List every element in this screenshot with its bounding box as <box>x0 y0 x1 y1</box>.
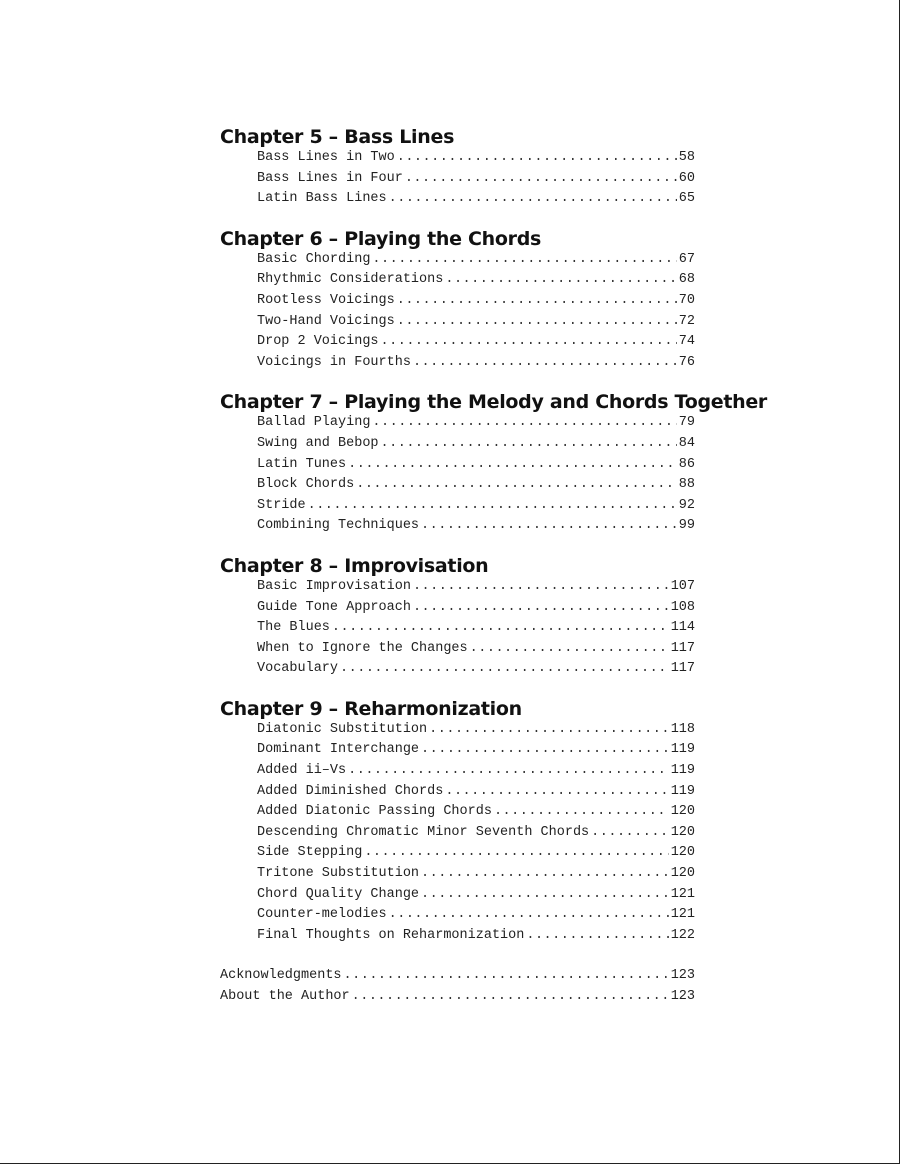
toc-entry <box>257 845 695 866</box>
entry-page-number: 68 <box>678 272 695 288</box>
dot-leader <box>421 866 669 881</box>
dot-leader <box>397 314 677 329</box>
toc-entry <box>257 825 695 846</box>
entry-page-number: 123 <box>670 968 695 984</box>
entry-label: Vocabulary <box>257 661 339 677</box>
dot-leader <box>405 171 677 186</box>
dot-leader <box>389 907 669 922</box>
toc-entry <box>257 722 695 743</box>
entry-label: Latin Bass Lines <box>257 191 387 207</box>
toc-entry <box>257 804 695 825</box>
entry-page-number: 120 <box>670 845 695 861</box>
entry-page-number: 108 <box>670 599 695 615</box>
dot-leader <box>413 600 669 615</box>
toc-entry <box>220 989 695 1010</box>
entry-label: Chord Quality Change <box>257 886 420 902</box>
chapter-title: Chapter 5 – Bass Lines <box>220 126 455 148</box>
toc-entry <box>257 457 695 478</box>
entry-label: Ballad Playing <box>257 415 371 431</box>
dot-leader <box>421 887 669 902</box>
toc-entry <box>257 518 695 539</box>
entry-page-number: 70 <box>678 292 695 308</box>
entry-page-number: 74 <box>678 334 695 350</box>
entry-page-number: 119 <box>670 742 695 758</box>
dot-leader <box>413 355 677 370</box>
entry-label: The Blues <box>257 620 330 636</box>
toc-entry <box>257 784 695 805</box>
entry-label: Swing and Bebop <box>257 435 379 451</box>
toc-entry <box>257 415 695 436</box>
toc-entry <box>257 579 695 600</box>
chapter-title: Chapter 6 – Playing the Chords <box>220 227 542 250</box>
entry-page-number: 120 <box>670 824 695 840</box>
entry-label: Block Chords <box>257 477 355 493</box>
entry-page-number: 123 <box>670 989 695 1004</box>
dot-leader <box>389 191 677 206</box>
dot-leader <box>591 825 669 840</box>
toc-entry <box>257 887 695 908</box>
chapter-entries <box>220 579 695 682</box>
entry-label: Basic Improvisation <box>257 578 411 594</box>
toc-entry <box>257 600 695 621</box>
entry-page-number: 76 <box>678 354 695 370</box>
entry-page-number: 119 <box>670 763 695 779</box>
entry-label: About the Author <box>220 989 350 1004</box>
toc-entry <box>257 293 695 314</box>
chapter-title: Chapter 9 – Reharmonization <box>220 697 522 720</box>
dot-leader <box>397 293 677 308</box>
entry-page-number: 60 <box>678 170 695 186</box>
chapter-entries <box>220 415 695 539</box>
chapter-title: Chapter 7 – Playing the Melody and Chords Together <box>220 391 768 414</box>
toc-entry <box>257 620 695 641</box>
toc-entry <box>257 866 695 887</box>
toc-entry <box>257 252 695 273</box>
chapter-entries <box>220 252 695 376</box>
entry-label: Combining Techniques <box>257 518 420 534</box>
entry-label: Bass Lines in Two <box>257 150 395 165</box>
toc-entry <box>257 150 695 171</box>
entry-page-number: 117 <box>670 640 695 656</box>
dot-leader <box>445 784 668 799</box>
chapter-8-section <box>220 553 750 682</box>
chapter-7-section <box>220 389 768 539</box>
entry-page-number: 72 <box>678 313 695 329</box>
toc-entry <box>257 334 695 355</box>
dot-leader <box>470 641 669 656</box>
entry-label: Side Stepping <box>257 845 363 861</box>
toc-entry <box>257 355 695 376</box>
entry-label: Drop 2 Voicings <box>257 334 379 350</box>
table-of-contents <box>220 124 768 1024</box>
entry-page-number: 67 <box>678 251 695 267</box>
entry-page-number: 117 <box>670 661 695 677</box>
dot-leader <box>445 272 676 287</box>
entry-label: Dominant Interchange <box>257 742 420 758</box>
toc-entry <box>257 477 695 498</box>
entry-label: Added Diatonic Passing Chords <box>257 804 492 820</box>
entry-page-number: 99 <box>678 518 695 534</box>
chapter-9-section <box>220 696 750 949</box>
dot-leader <box>348 457 677 472</box>
entry-page-number: 121 <box>670 886 695 902</box>
dot-leader <box>381 334 677 349</box>
entry-label: Two-Hand Voicings <box>257 313 395 329</box>
chapter-title: Chapter 8 – Improvisation <box>220 554 489 577</box>
backmatter-entries <box>220 968 695 1009</box>
entry-label: Voicings in Fourths <box>257 354 411 370</box>
entry-label: Acknowledgments <box>220 968 342 984</box>
entry-page-number: 84 <box>678 435 695 451</box>
chapter-entries <box>220 150 695 212</box>
entry-label: Guide Tone Approach <box>257 599 411 615</box>
toc-entry <box>257 763 695 784</box>
dot-leader <box>372 415 676 430</box>
chapter-5-section <box>220 124 750 212</box>
backmatter-section <box>220 968 750 1009</box>
entry-page-number: 120 <box>670 866 695 882</box>
entry-page-number: 88 <box>678 477 695 493</box>
dot-leader <box>397 150 677 165</box>
entry-label: When to Ignore the Changes <box>257 640 468 656</box>
entry-page-number: 107 <box>670 578 695 594</box>
entry-label: Added Diminished Chords <box>257 783 444 799</box>
entry-page-number: 122 <box>670 927 695 943</box>
toc-entry <box>257 498 695 519</box>
entry-page-number: 121 <box>670 907 695 923</box>
toc-entry <box>257 314 695 335</box>
dot-leader <box>421 518 677 533</box>
toc-entry <box>257 171 695 192</box>
entry-page-number: 79 <box>678 415 695 431</box>
entry-label: Bass Lines in Four <box>257 170 403 186</box>
dot-leader <box>381 436 677 451</box>
toc-entry <box>257 742 695 763</box>
entry-label: Rootless Voicings <box>257 292 395 308</box>
entry-label: Basic Chording <box>257 251 371 267</box>
chapter-6-section <box>220 226 750 376</box>
dot-leader <box>526 928 668 943</box>
toc-entry <box>257 436 695 457</box>
entry-label: Rhythmic Considerations <box>257 272 444 288</box>
toc-entry <box>257 661 695 682</box>
entry-label: Tritone Substitution <box>257 866 420 882</box>
entry-page-number: 120 <box>670 804 695 820</box>
dot-leader <box>413 579 669 594</box>
entry-label: Added ii–Vs <box>257 763 347 779</box>
dot-leader <box>308 498 677 513</box>
dot-leader <box>340 661 669 676</box>
dot-leader <box>356 477 677 492</box>
dot-leader <box>364 845 668 860</box>
toc-entry <box>220 968 695 989</box>
entry-page-number: 92 <box>678 497 695 513</box>
entry-page-number: 114 <box>670 620 695 636</box>
entry-page-number: 86 <box>678 456 695 472</box>
dot-leader <box>348 763 669 778</box>
dot-leader <box>344 968 669 983</box>
entry-label: Diatonic Substitution <box>257 721 428 737</box>
toc-entry <box>257 641 695 662</box>
toc-entry <box>257 907 695 928</box>
entry-page-number: 119 <box>670 783 695 799</box>
chapter-entries <box>220 722 695 949</box>
entry-label: Stride <box>257 497 306 513</box>
dot-leader <box>421 742 669 757</box>
entry-label: Latin Tunes <box>257 456 347 472</box>
entry-label: Counter-melodies <box>257 907 387 923</box>
entry-label: Final Thoughts on Reharmonization <box>257 927 525 943</box>
entry-page-number: 65 <box>678 191 695 207</box>
entry-label: Descending Chromatic Minor Seventh Chords <box>257 824 590 840</box>
dot-leader <box>352 989 669 1004</box>
toc-entry <box>257 272 695 293</box>
dot-leader <box>332 620 669 635</box>
dot-leader <box>429 722 669 737</box>
entry-page-number: 118 <box>670 721 695 737</box>
dot-leader <box>372 252 676 267</box>
dot-leader <box>494 804 669 819</box>
toc-entry <box>257 191 695 212</box>
toc-entry <box>257 928 695 949</box>
entry-page-number: 58 <box>678 150 695 165</box>
